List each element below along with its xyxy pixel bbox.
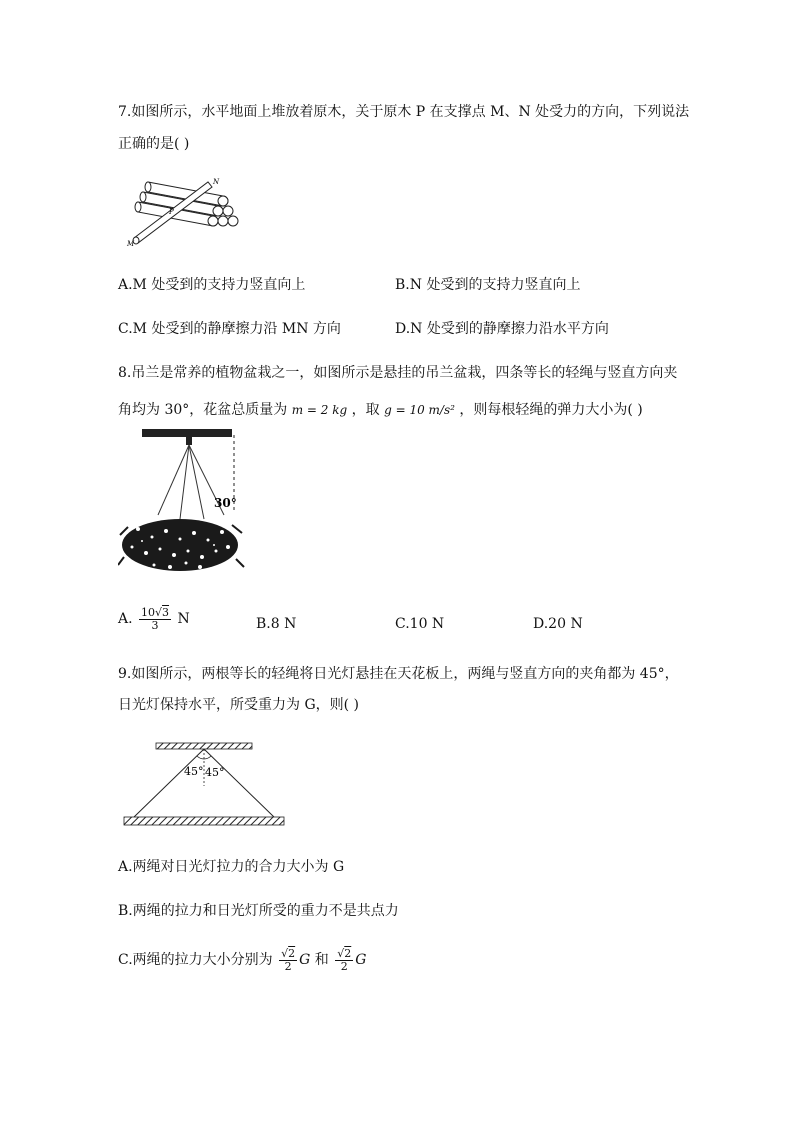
q8-option-a-fraction: $\frac{10√3}{3}$ (141, 605, 170, 632)
q8-gravity: g = 10 m/s² (384, 403, 455, 417)
q8-mass: m = 2 kg (291, 403, 348, 417)
q8-option-a-coef: 10 (141, 605, 156, 619)
q7-label-n: N (213, 178, 220, 186)
q9-option-c-prefix: C.两绳的拉力大小分别为 (118, 952, 273, 968)
q8-option-a-root: 3 (162, 605, 170, 619)
q9-angle-right: 45° (205, 766, 225, 779)
q9-option-c-fraction-1: $\frac{√2}{2}$ (281, 946, 296, 973)
q9-option-c-and: 和 (314, 952, 329, 968)
q9-option-b: B.两绳的拉力和日光灯所受的重力不是共点力 (118, 903, 399, 919)
q9-option-a: A.两绳对日光灯拉力的合力大小为 G (118, 859, 345, 875)
q7-option-d: D.N 处受到的静摩擦力沿水平方向 (395, 321, 609, 337)
q7-option-c: C.M 处受到的静摩擦力沿 MN 方向 (118, 321, 341, 337)
q7-stem-line2: 正确的是( ) (118, 136, 190, 152)
q9-fluorescent-lamp-figure (118, 738, 288, 830)
q7-option-b: B.N 处受到的支持力竖直向上 (395, 277, 581, 293)
q8-option-a-unit: N (177, 611, 190, 627)
q8-option-a (118, 605, 190, 633)
q9-option-c-root-1: 2 (288, 946, 296, 960)
q8-angle-label: 30° (214, 496, 237, 510)
q9-option-c-root-2: 2 (344, 946, 352, 960)
q7-label-m: M (127, 240, 135, 248)
q9-option-c (118, 945, 366, 975)
q8-stem-text-b: ，取 (351, 402, 380, 418)
q8-option-c: C.10 N (395, 616, 445, 632)
q9-stem-line1: 9.如图所示，两根等长的轻绳将日光灯悬挂在天花板上，两绳与竖直方向的夹角都为 45°， (118, 666, 679, 682)
q7-stem-line1: 7.如图所示，水平地面上堆放着原木，关于原木 P 在支撑点 M、N 处受力的方向，下列说法 (118, 104, 690, 120)
q9-option-c-g-2: G (355, 952, 367, 968)
q9-stem-line2: 日光灯保持水平，所受重力为 G，则( ) (118, 697, 360, 713)
q9-option-c-den-2: 2 (340, 959, 348, 973)
q7-option-a: A.M 处受到的支持力竖直向上 (118, 277, 306, 293)
q9-angle-left: 45° (184, 765, 204, 778)
q8-stem-line2 (118, 400, 643, 420)
q8-option-d: D.20 N (533, 616, 583, 632)
q9-option-c-fraction-2: $\frac{√2}{2}$ (337, 946, 352, 973)
q9-option-c-den-1: 2 (284, 959, 292, 973)
q8-hanging-plant-figure (118, 427, 248, 582)
q8-stem-text-a: 角均为 30°，花盆总质量为 (118, 402, 288, 418)
q8-option-b: B.8 N (256, 616, 297, 632)
q8-stem-text-c: ，则每根轻绳的弹力大小为( ) (459, 402, 643, 418)
q7-logs-figure (118, 172, 253, 252)
q9-option-c-g-1: G (299, 952, 311, 968)
q8-option-a-prefix: A. (118, 611, 133, 627)
q7-label-p: P (169, 208, 174, 216)
q8-option-a-den: 3 (151, 618, 159, 632)
q8-stem-line1: 8.吊兰是常养的植物盆栽之一，如图所示是悬挂的吊兰盆栽，四条等长的轻绳与竖直方向夹 (118, 365, 678, 381)
